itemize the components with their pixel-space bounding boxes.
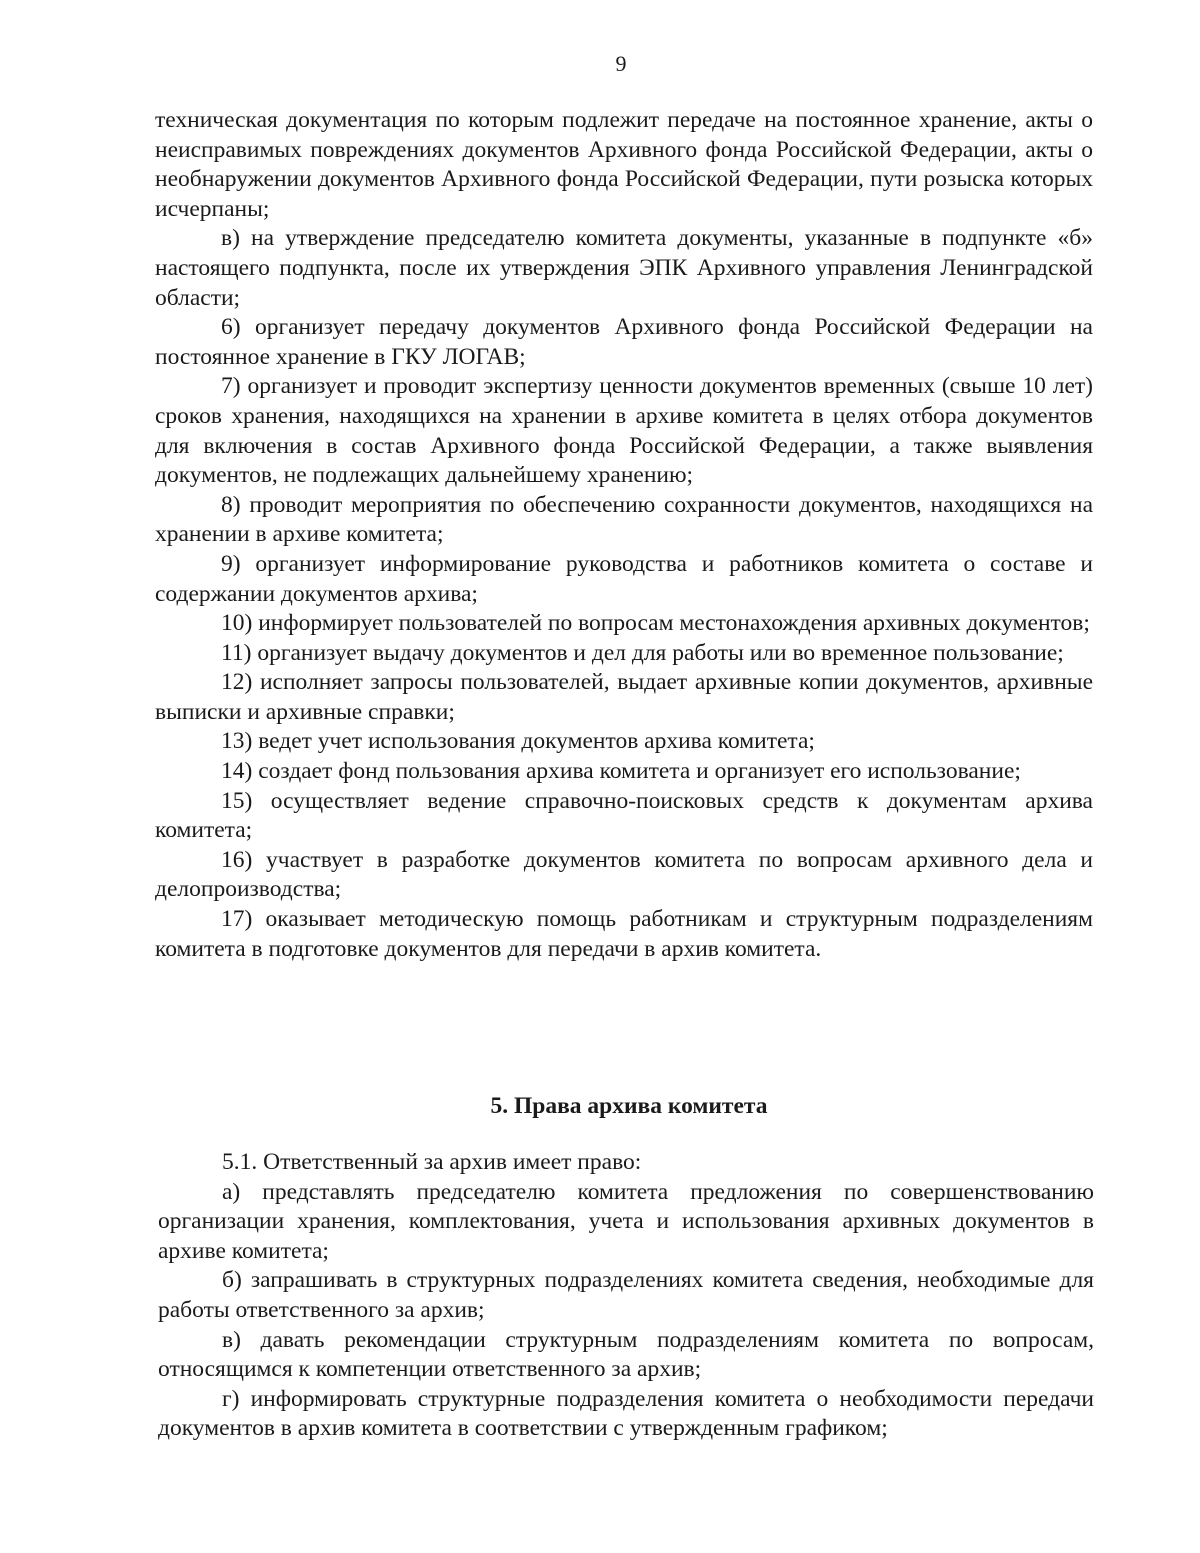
section-heading-text: 5. Права архива комитета [490, 1093, 768, 1119]
paragraph: 9) организует информирование руководства и работников комитета о составе и содержании документов архива; [155, 550, 1093, 607]
paragraph: 12) исполняет запросы пользователей, выдает архивные копии документов, архивные выписки и архивные справки; [155, 669, 1093, 725]
paragraph: б) запрашивать в структурных подразделениях комитета сведения, необходимые для работы ответственного за архив; [158, 1267, 1094, 1323]
section-heading [158, 1091, 1094, 1121]
paragraph: 5.1. Ответственный за архив имеет право: [222, 1149, 642, 1175]
page-number: 9 [615, 51, 627, 76]
body-text-bottom [158, 1148, 1094, 1444]
paragraph: г) информировать структурные подразделения комитета о необходимости передачи документов в архив комитета в соответствии с утвержденным графиком; [158, 1385, 1094, 1442]
paragraph: техническая документация по которым подлежит передаче на постоянное хранение, акты о неисправимых повреждениях документов Архивного фонда Российской Федерации, акты о необнаружении документов Архивного фонда Российской Федерации, пути розыска которых исчерпаны; [155, 107, 1093, 222]
paragraph: 17) оказывает методическую помощь работникам и структурным подразделениям комитета в подготовке документов для передачи в архив комитета. [155, 906, 1093, 962]
body-text-top [155, 106, 1093, 964]
paragraph: 6) организует передачу документов Архивного фонда Российской Федерации на постоянное хранение в ГКУ ЛОГАВ; [155, 314, 1093, 370]
paragraph: 13) ведет учет использования документов архива комитета; [221, 728, 815, 755]
paragraph: 10) информирует пользователей по вопросам местонахождения архивных документов; [221, 610, 1090, 637]
paragraph: 14) создает фонд пользования архива комитета и организует его использование; [221, 758, 1021, 785]
paragraph: в) на утверждение председателю комитета документы, указанные в подпункте «б» настоящего подпункта, после их утверждения ЭПК Архивного управления Ленинградской области; [155, 225, 1093, 311]
paragraph: а) представлять председателю комитета предложения по совершенствованию организации хранения, комплектования, учета и использования архивных документов в архиве комитета; [158, 1178, 1094, 1264]
paragraph: в) давать рекомендации структурным подразделениям комитета по вопросам, относящимся к компетенции ответственного за архив; [158, 1326, 1094, 1383]
paragraph: 11) организует выдачу документов и дел для работы или во временное пользование; [221, 639, 1064, 666]
paragraph: 15) осуществляет ведение справочно-поисковых средств к документам архива комитета; [155, 787, 1093, 844]
paragraph: 7) организует и проводит экспертизу ценности документов временных (свыше 10 лет) сроков хранения, находящихся на хранении в архиве комитета в целях отбора документов для включения в состав Архивного фонда Российской Федерации, а также выявления документов, не подлежащих дальнейшему хранению; [155, 373, 1093, 489]
paragraph: 16) участвует в разработке документов комитета по вопросам архивного дела и делопроизводства; [155, 846, 1093, 903]
paragraph: 8) проводит мероприятия по обеспечению сохранности документов, находящихся на хранении в архиве комитета; [155, 491, 1093, 548]
